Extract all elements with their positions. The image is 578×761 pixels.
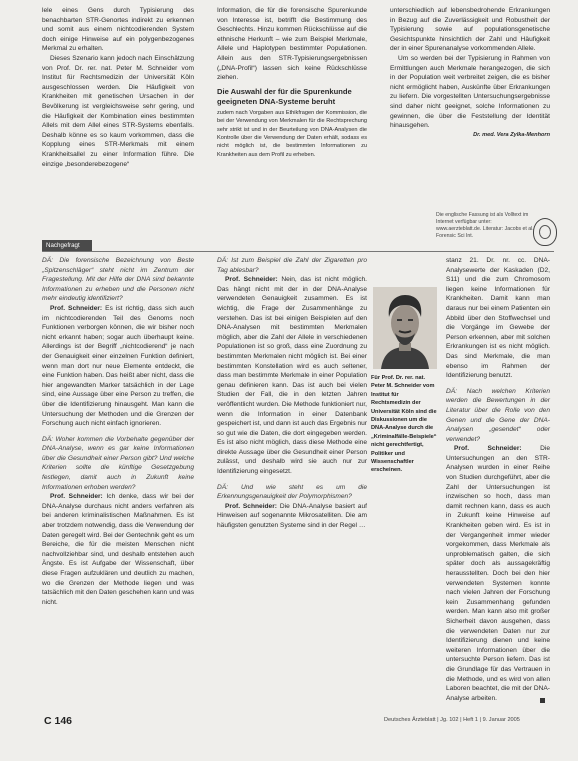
interview-question: DÄ: Woher kommen die Vorbehalte gegenüber der DNA-Analyse, wenn es gar keine Informationen über die Gesundheit einer Person gibt? Und welche Kriterien sollte die künftige Gesetzgebung festlegen, damit auch in Zukunft keine Informationen erhoben werden? [42, 435, 194, 491]
seal-logo [533, 218, 557, 246]
article-end-mark [540, 698, 545, 703]
page-number: C 146 [44, 715, 73, 727]
top-col1-paragraph: Dieses Szenario kann jedoch nach Einschätzung von Prof. Dr. rer. nat. Peter M. Schneider vom Institut für Rechtsmedizin der Universität Köln ausgeschlossen werden. Die Häufigkeit von Krankheiten mit genetischen Ursachen in der Bevölkerung ist vergleichsweise sehr gering, und die Häufigkeit der Kombination eines bestimmten Allels mit dem Allel eines STR-Systems ebenfalls. Deshalb könne es so kaum vorkommen, dass die Kopplung eines STR-Merkmals mit einem Krankheitsallel zu einer Information führe. Die einzige „besonderebezogene“ [42, 54, 194, 168]
photo-caption: Für Prof. Dr. rer. nat. Peter M. Schneider vom Institut für Rechtsmedizin der Universität Köln sind die Diskussionen um die DNA-Analyse durch die „Kriminalfälle-Beispiele“ nicht gerechtfertigt, Politiker und Wissenschaftler erscheinen. [371, 375, 437, 474]
interview-answer: stanz 21. Dr. nr. cc. DNA-Analysewerte der Kaskaden (D2, S11) und die zum Chromosom liegen keine Informationen für Krankheiten. Damit kann man daraus nur bei einem Patienten ein Abbild über den Stoffwechsel und die Vorgänge im Gewebe der Person erkennen, aber mit solchen Erkrankungen ist es nicht möglich. Das sind Merkmale, die man ebenso im Rahmen der Identifizierung benutzt. [446, 257, 550, 380]
top-col2-paragraph: Information, die für die forensische Spurenkunde von Interesse ist, betrifft die Bestimmung des Geschlechts. Hinzu kommen Rückschlüsse auf die ethnische Herkunft – wie zum Beispiel Merkmale, Allele und Haplotypen bestimmter Populationen. Allein aus den STR-Typisierungsergebnissen („DNA-Profil“) lassen sich keine Rückschlüsse ziehen. [217, 7, 367, 82]
interviewee-name: Prof. Schneider: [454, 445, 522, 453]
interview-question: DÄ: Und wie steht es um die Erkennungsgenauigkeit der Polymorphismen? [217, 483, 367, 501]
interview-question: DÄ: Ist zum Beispiel die Zahl der Zigaretten pro Tag ablesbar? [217, 257, 367, 274]
interview-question: DÄ: Die forensische Bezeichnung von Beste „Spitzenschläger“ steht nicht im Zentrum der Fragestellung. Mit der Hilfe der DNA sind bekannte Informationen zu erheben und die Personen nicht mehr eindeutig identifiziert? [42, 257, 194, 303]
interviewee-name: Prof. Schneider: [50, 493, 103, 501]
portrait-photo [373, 287, 437, 369]
interview-column-1 [42, 256, 194, 708]
interviewee-name: Prof. Schneider: [225, 276, 278, 284]
interviewee-name: Prof. Schneider: [50, 304, 103, 312]
interview-column-2 [217, 256, 367, 708]
section-rule [42, 251, 554, 252]
interview-question: DÄ: Nach welchen Kriterien werden die Bewertungen in der Literatur über die Rolle von den Genen und die Gene der DNA-Analysen „gesendet“ oder verwendet? [446, 387, 550, 443]
top-col3-paragraph: Um so werden bei der Typisierung in Rahmen von Ermittlungen auch Merkmale herangezogen, die sich in der Population weit verbreitet zeigen, die es bisher nicht ermöglicht haben, Auskünfte über Erkrankungen zu liefern. Die vorgestellten Untersuchungsergebnisse sind daher nicht geeignet, solche Informationen zu gewinnen, die über die Feststellung der Identität hinausgehen. [390, 54, 550, 130]
interview-answer: Die Untersuchungen an den STR-Analysen wurden in einer Reihe von Studien durchgeführt, aber die Zahl der Untersuchungen ist inzwischen so hoch, dass man damit rechnen kann, dass es auch in Zukunft keine Hinweise auf Krankheiten geben wird. Es ist in der Vergangenheit immer wieder vorgekommen, dass Merkmale als unproblematisch galten, die sich später doch als aussagekräftig herausstellten. Doch bei den hier verwendeten Systemen konnte nach vielen Jahren der Forschung kein Zusammenhang gefunden werden. Man kann also mit großer Sicherheit davon ausgehen, dass die verwendeten Daten nur zur Identifizierung dienen und keine weiteren Informationen über die untersuchte Person liefern. Das ist die Grundlage für das Vertrauen in die Methode, und es wird von allen Laboren beachtet, die mit der DNA-Analyse arbeiten. [446, 445, 550, 702]
top-column-1 [42, 6, 194, 238]
interviewee-name: Prof. Schneider: [225, 502, 277, 510]
journal-footer: Deutsches Ärzteblatt | Jg. 102 | Heft 1 | 9. Januar 2005 [384, 717, 520, 723]
top-column-3 [390, 6, 550, 210]
top-col1-paragraph: lele eines Gens durch Typisierung des benachbarten STR-Genortes indirekt zu erkennen und somit aus einem nichtcodierenden System doch einige Hinweise auf ein polygenbezogenes Merkmal zu erhalten. [42, 7, 194, 53]
footnote: Die englische Fassung ist als Volltext im Internet verfügbar unter: www.aerzteblatt.de. Literatur: Jacobs et al. Forensic Sci Int. [436, 212, 534, 239]
top-col2-lead: Die Auswahl der für die Spurenkunde geeigneten DNA-Systeme beruht [217, 86, 352, 106]
author-signature: Dr. med. Vera Zylka-Menhorn [473, 131, 550, 138]
interview-answer: Nein, das ist nicht möglich. Das hängt nicht mit der in der DNA-Analyse verwendeten Genauigkeit zusammen. Es ist wichtig, die Frage der Zusammenhänge zu verstehen. Das ist bei einigen Beispielen auf den DNA-Analysen mit bestimmten Merkmalen möglich, aber die Zahl der Allele in verschiedenen Populationen ist so groß, dass eine Zuordnung zu bestimmten Merkmalen nicht möglich ist. Bei einer bestimmten Konstellation wird es auch seltener, dass man bestimmte Merkmale in einer Population genau definieren kann. Das ist auch bei vielen Studien der Fall, die in den letzten Jahren veröffentlicht wurden. Die Methode funktioniert nur, wenn die Information in einer Datenbank gespeichert ist, und dann ist auch das Ergebnis nur so gut wie die Daten, die dort eingegeben werden. Es ist also nicht möglich, dass diese Methode eine direkte Aussage über die Gesundheit einer Person zulässt, und deshalb wird sie auch nur zur Identifizierung eingesetzt. [217, 276, 367, 476]
top-col3-paragraph: unterschiedlich auf lebensbedrohende Erkrankungen in Bezug auf die Zuverlässigkeit und Robustheit der Typisierung sowie auf populationsgenetische Gesichtspunkte hinsichtlich der Zahl und Häufigkeit der in einer Spurenanalyse vorkommenden Allele. [390, 7, 550, 53]
interview-answer: Ich denke, dass wir bei der DNA-Analyse durchaus nicht anders verfahren als bei anderen kriminalistischen Maßnahmen. Es ist aber trotzdem notwendig, dass die Verwendung der Daten geregelt wird. Bei der Gentechnik geht es um Bereiche, die für die meisten Menschen nicht nachvollziehbar sind, und deshalb entstehen auch Ängste. Es ist Aufgabe der Wissenschaft, über diese Fragen aufzuklären und deutlich zu machen, wo die Grenzen der Methode liegen und was tatsächlich mit den Daten geschehen kann und was nicht. [42, 493, 194, 606]
top-col2-paragraph-small: zudem nach Vorgaben aus Ethikfragen der Kommission, die bei der Verwendung von Merkmalen für die Rechtsprechung sehr strikt ist und in der Beurteilung von DNA-Analysen die Kontrolle über die Verwendung der Daten erhält, sodass es nicht möglich ist, die bestimmten Informationen zu Krankheiten aus dem Profil zu erheben. [217, 109, 367, 158]
interview-answer: Es ist richtig, dass sich auch im nichtcodierenden Teil des Genoms noch Funktionen verborgen können, die wir bisher noch nicht erkannt haben; sogar auch überhaupt keine. Allerdings ist der Begriff „nichtcodierend“ je nach der Genauigkeit einer einzelnen Funktion definiert, wenn man dort nur neue Elemente entdeckt, die eine Funktion haben. Das heißt aber nicht, dass die hier angewandten Marker tatsächlich in der Lage sind, eine Aussage über eine Person zu treffen, die über die Identifizierung hinausgeht. Man kann die Untersuchung der Methoden und die Grenzen der Forschung auch nicht einfach ignorieren. [42, 304, 194, 428]
interview-column-3 [446, 256, 550, 702]
interview-answer: Die DNA-Analyse basiert auf Hinweisen auf sogenannte Mikrosatelliten. Die am häufigsten genutzten Systeme sind in der Regel … [217, 502, 367, 530]
section-tag: Nachgefragt [42, 240, 92, 251]
top-column-2 [217, 6, 367, 238]
